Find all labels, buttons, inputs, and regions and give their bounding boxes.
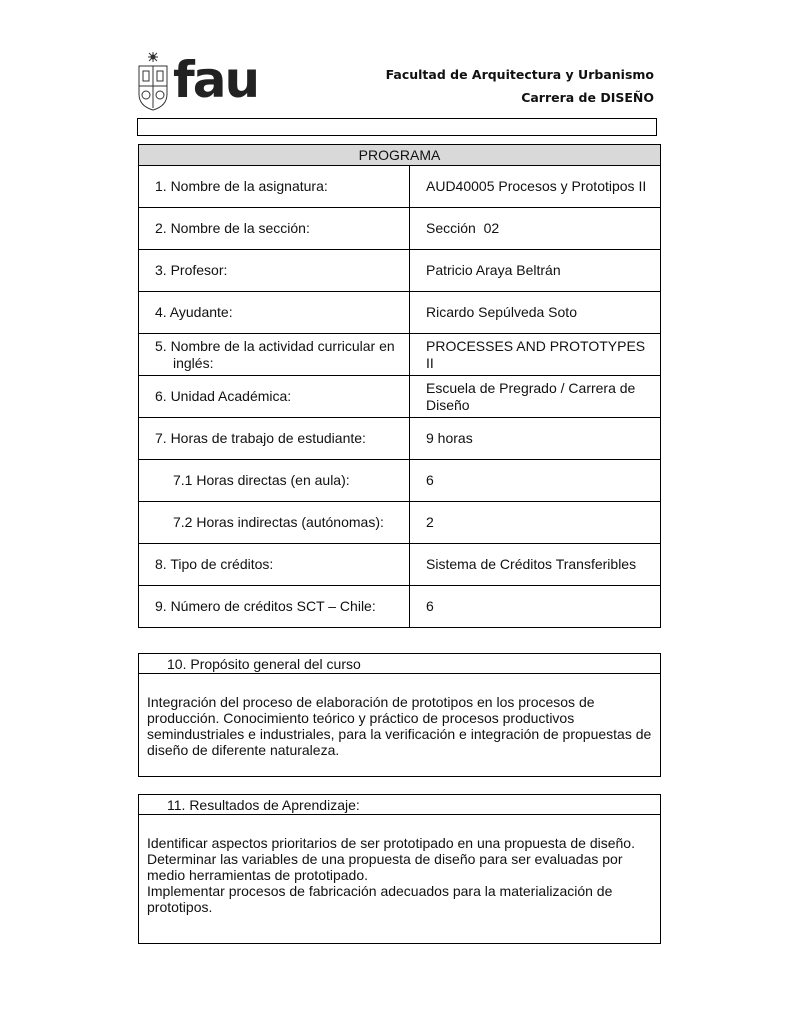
row-value: Patricio Araya Beltrán — [410, 250, 661, 292]
table-row — [139, 544, 661, 586]
row-label — [139, 334, 410, 376]
row-label: 7.1 Horas directas (en aula): — [139, 460, 410, 502]
row-value: Escuela de Pregrado / Carrera de Diseño — [410, 376, 661, 418]
row-label-text: 5. Nombre de la actividad curricular en inglés: — [155, 337, 395, 371]
list-item: Determinar las variables de una propuesta de diseño para ser evaluadas por medio herramientas de prototipado. — [147, 851, 623, 883]
row-label: 8. Tipo de créditos: — [139, 544, 410, 586]
outcomes-list — [139, 815, 660, 915]
table-row — [139, 334, 661, 376]
table-row — [139, 208, 661, 250]
row-label: 2. Nombre de la sección: — [139, 208, 410, 250]
row-value: 2 — [410, 502, 661, 544]
row-value: PROCESSES AND PROTOTYPES II — [410, 334, 661, 376]
list-item: Identificar aspectos prioritarios de ser prototipado en una propuesta de diseño. — [147, 835, 635, 851]
career-name: Carrera de DISEÑO — [521, 90, 654, 105]
row-label: 6. Unidad Académica: — [139, 376, 410, 418]
list-item: Implementar procesos de fabricación adecuados para la materialización de prototipos. — [147, 883, 613, 915]
row-value: Sección 02 — [410, 208, 661, 250]
table-row — [139, 418, 661, 460]
table-row — [139, 292, 661, 334]
purpose-title: 10. Propósito general del curso — [139, 654, 660, 674]
outcomes-section — [138, 794, 661, 944]
row-value: Ricardo Sepúlveda Soto — [410, 292, 661, 334]
row-value: AUD40005 Procesos y Prototipos II — [410, 166, 661, 208]
row-label: 3. Profesor: — [139, 250, 410, 292]
purpose-text: Integración del proceso de elaboración de prototipos en los procesos de producción. Conocimiento teórico y práctico de procesos productivos semindustriales e industriales, para la verificación e integración de propuestas de diseño de diferente naturaleza. — [147, 694, 652, 758]
row-value: 6 — [410, 586, 661, 628]
program-title: PROGRAMA — [139, 145, 661, 166]
university-crest-icon — [136, 50, 170, 112]
blank-header-box — [137, 118, 657, 136]
program-table — [138, 144, 661, 628]
fau-logo — [136, 50, 259, 112]
logo-wordmark: fau — [173, 51, 259, 109]
table-row — [139, 250, 661, 292]
faculty-name: Facultad de Arquitectura y Urbanismo — [385, 67, 654, 82]
table-row — [139, 460, 661, 502]
table-row — [139, 586, 661, 628]
row-label: 7. Horas de trabajo de estudiante: — [139, 418, 410, 460]
row-value: Sistema de Créditos Transferibles — [410, 544, 661, 586]
row-label: 7.2 Horas indirectas (autónomas): — [139, 502, 410, 544]
header-titles — [386, 63, 654, 109]
row-value: 6 — [410, 460, 661, 502]
purpose-section — [138, 653, 661, 777]
row-label: 4. Ayudante: — [139, 292, 410, 334]
outcomes-title: 11. Resultados de Aprendizaje: — [139, 795, 660, 815]
row-label: 1. Nombre de la asignatura: — [139, 166, 410, 208]
table-row — [139, 376, 661, 418]
table-row — [139, 166, 661, 208]
row-label: 9. Número de créditos SCT – Chile: — [139, 586, 410, 628]
table-row — [139, 502, 661, 544]
row-value: 9 horas — [410, 418, 661, 460]
